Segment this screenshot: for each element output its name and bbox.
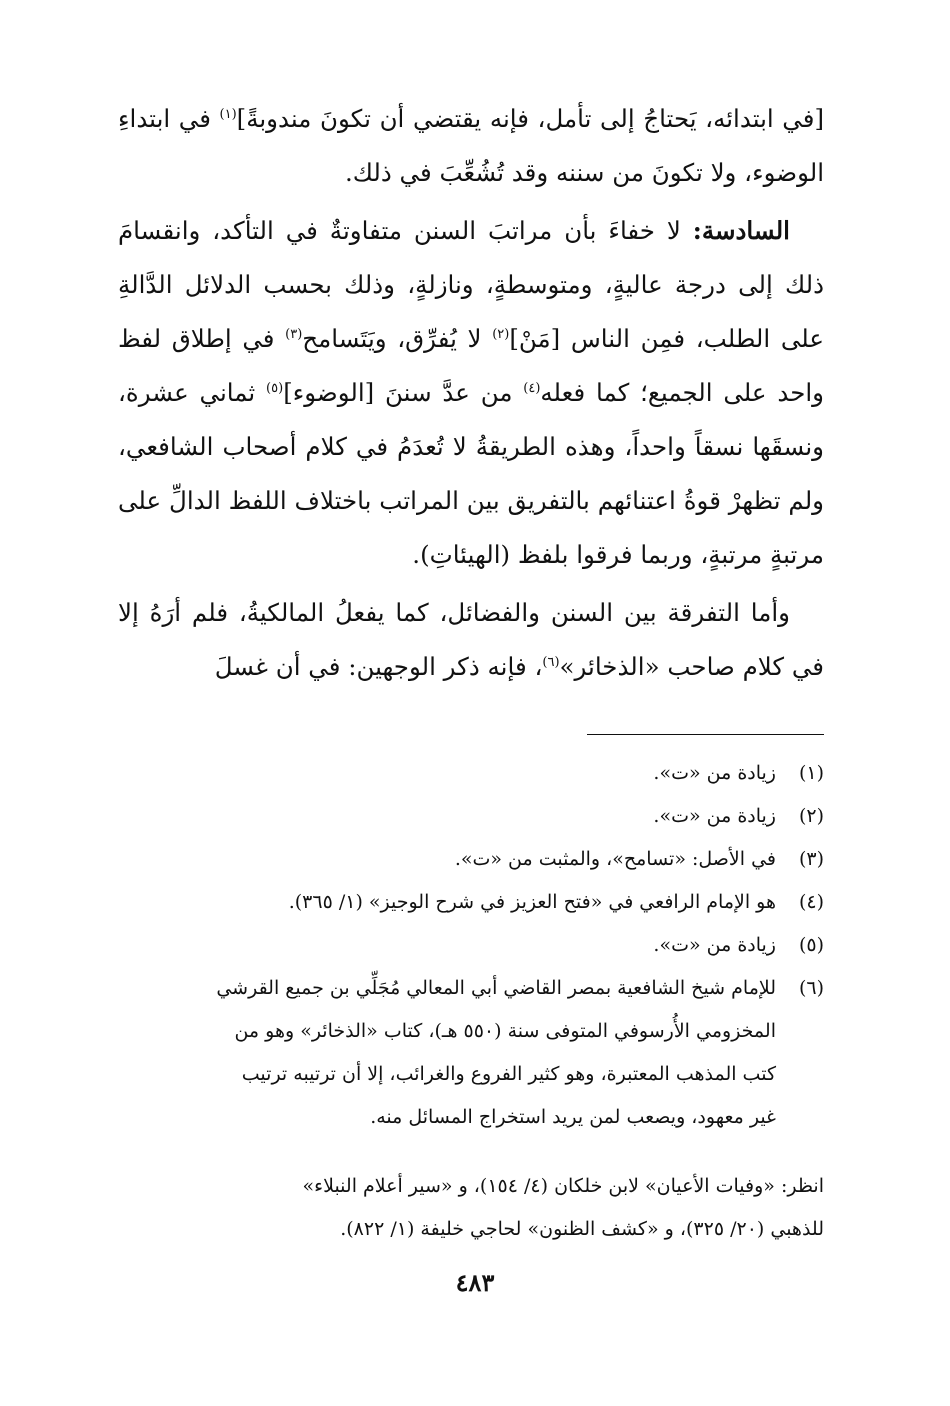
footnote-ref-4[interactable]: (٤)	[523, 380, 541, 396]
footnote-line: كتب المذهب المعتبرة، وهو كثير الفروع والغرائب، إلا أن ترتيبه ترتيب	[241, 1063, 776, 1085]
footnote-ref-2[interactable]: (٢)	[492, 326, 510, 342]
footnote-line: زيادة من «ت».	[653, 762, 776, 784]
footnote-ref-5[interactable]: (٥)	[266, 380, 284, 396]
footnote-number: (٤)	[798, 891, 824, 913]
footnote-3	[118, 838, 824, 881]
footnote-2	[118, 795, 824, 838]
footnote-number: (٣)	[798, 848, 824, 870]
footnote-separator	[587, 734, 824, 735]
text-segment: ثماني عشرة، ونسقَها نسقاً واحداً، وهذه الطريقةُ لا تُعدَمُ في كلام أصحاب الشافعي، ولم تظهرْ قوةُ اعتنائهم بالتفريق بين المراتب باختلاف اللفظ الدالِّ على مرتبةٍ مرتبةٍ، وربما فرقوا بلفظ (الهيئاتِ).	[118, 378, 824, 569]
text-segment: لا خفاءَ بأن مراتبَ السنن متفاوتةٌ في التأكد، وانقسامَ ذلك إلى درجة عاليةٍ، ومتوسطةٍ، ونازلةٍ، وذلك بحسب الدلائل الدَّالةِ على الطلب، فمِن الناس [مَنْ]	[118, 216, 824, 353]
footnote-ref-3[interactable]: (٣)	[285, 326, 303, 342]
footnote-line: للإمام شيخ الشافعية بمصر القاضي أبي المعالي مُجَلِّي بن جميع القرشي	[216, 977, 776, 999]
footnote-1	[118, 752, 824, 795]
footnote-line: زيادة من «ت».	[653, 934, 776, 956]
footnote-number: (٥)	[798, 934, 824, 956]
text-segment: لا يُفرِّق، ويَتَسامح	[302, 324, 493, 353]
text-segment: في ابتداءِ الوضوء، ولا تكونَ من سننه وقد تُشُعِّبَ في ذلك.	[118, 104, 824, 187]
footnote-number: (٦)	[798, 977, 824, 999]
footnote-line: هو الإمام الرافعي في «فتح العزيز في شرح الوجيز» (١/ ٣٦٥).	[288, 891, 776, 913]
main-text	[118, 92, 824, 694]
footnote-number: (٢)	[798, 805, 824, 827]
text-segment: ، فإنه ذكر الوجهين: في أن غسلَ	[214, 652, 543, 681]
footnotes	[118, 752, 824, 1139]
text-segment: [في ابتدائه، يَحتاجُ إلى تأمل، فإنه يقتضي أن تكونَ مندوبةً]	[236, 104, 824, 133]
text-segment: من عدَّ سننَ [الوضوء]	[283, 378, 524, 407]
footnote-line: زيادة من «ت».	[653, 805, 776, 827]
footnote-line: في الأصل: «تسامح»، والمثبت من «ت».	[454, 848, 776, 870]
footnote-references	[118, 1165, 824, 1251]
footnote-number: (١)	[798, 762, 824, 784]
text-segment: وأما التفرقة بين السنن والفضائل، كما يفعلُ المالكيةُ، فلم أرَهُ إلا في كلام صاحب «الذخائر»	[118, 598, 824, 681]
footnote-line: انظر: «وفيات الأعيان» لابن خلكان (٤/ ١٥٤)، و «سير أعلام النبلاء»	[302, 1175, 824, 1197]
paragraph-2	[118, 204, 824, 582]
footnote-6	[118, 967, 824, 1139]
text-segment: في إطلاق لفظ واحد على الجميع؛ كما فعله	[118, 324, 824, 407]
paragraph-1	[118, 92, 824, 200]
paragraph-3	[118, 586, 824, 694]
section-lead: السادسة:	[692, 216, 790, 245]
footnote-line: غير معهود، ويصعب لمن يريد استخراج المسائل منه.	[370, 1106, 776, 1128]
footnote-4	[118, 881, 824, 924]
footnote-ref-1[interactable]: (١)	[219, 106, 237, 122]
footnote-5	[118, 924, 824, 967]
footnote-ref-6[interactable]: (٦)	[542, 654, 560, 670]
footnote-line: المخزومي الأُرسوفي المتوفى سنة (٥٥٠ هـ)، كتاب «الذخائر» وهو من	[234, 1020, 776, 1042]
page-number: ٤٨٣	[455, 1268, 495, 1297]
footnote-line: للذهبي (٢٠/ ٣٢٥)، و «كشف الظنون» لحاجي خليفة (١/ ٨٢٢).	[340, 1218, 824, 1240]
